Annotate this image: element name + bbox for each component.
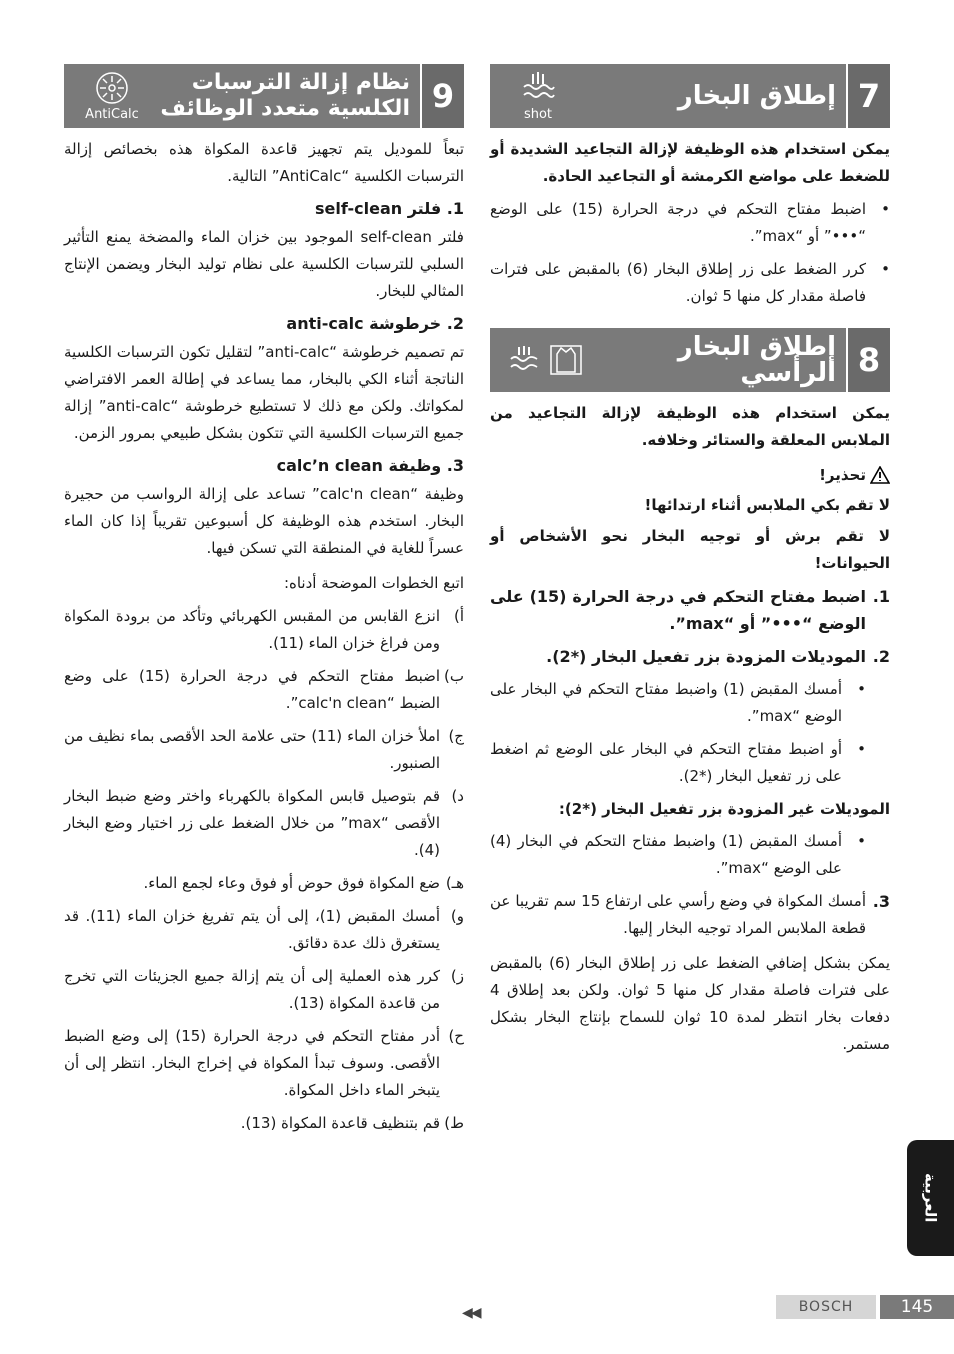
sub-heading-calc-clean: 3. وظيفة calc’n clean	[276, 456, 464, 475]
list-item	[64, 663, 464, 717]
list-item	[490, 256, 890, 310]
language-tab	[907, 1140, 954, 1256]
section-8-number: 8	[846, 328, 890, 392]
list-text: قم بتوصيل قابس المكواة بالكهرباء واختر وضع ضبط البخار الأقصى “max” من خلال الضغط على زر اختيار وضع البخار (4).	[64, 787, 440, 859]
warning-line-1: لا تقم بكي الملابس أثناء ارتدائها!	[644, 496, 890, 514]
list-marker: 1.	[872, 587, 890, 606]
anticalc-icon	[64, 64, 160, 128]
list-marker: هـ)	[445, 874, 464, 892]
steps-intro: اتبع الخطوات الموضحة أدناه:	[283, 574, 464, 592]
section-9-title-line2: الكلسية متعدد الوظائف	[160, 96, 410, 121]
section-7-8	[490, 64, 890, 1058]
list-marker: ز)	[450, 967, 464, 985]
list-item	[64, 903, 464, 957]
list-item	[64, 783, 464, 864]
section-9-header	[64, 64, 464, 128]
anticalc-caption: AntiCalc	[85, 106, 139, 122]
list-marker: ح)	[448, 1027, 464, 1045]
bullet: •	[881, 200, 890, 218]
bullet: •	[857, 832, 866, 850]
list-marker: 2.	[872, 647, 890, 666]
section-9-number: 9	[420, 64, 464, 128]
section-9-title-line1: نظام إزالة الترسبات	[191, 70, 410, 95]
sub-heading-anti-calc: 2. خرطوشة anti-calc	[286, 314, 464, 333]
list-item	[490, 583, 890, 637]
list-text: أو اضبط مفتاح التحكم في البخار على الوضع ثم اضغط على زر تفعيل البخار (*2).	[490, 740, 842, 785]
section-7-title: إطلاق البخار	[677, 81, 836, 111]
anti-calc-text: تم تصميم خرطوشة “anti-calc” لتقليل تكون الترسبات الكلسية الناتجة أثناء الكي بالبخار، مما يساعد في إطالة العمر الافتراضي لمكواتك. ولكن مع ذلك لا تستطيع خرطوشة “anti-calc” إزالة جميع الترسبات الكلسية التي تتكون بشكل طبيعي بمرور الزمن.	[64, 343, 464, 442]
list-item	[64, 1023, 464, 1104]
list-marker: 3.	[872, 892, 890, 911]
section-9	[64, 64, 464, 1137]
list-text: انزع القابس من المقبس الكهربائي وتأكد من برودة المكواة ومن فراغ خزان الماء (11).	[64, 607, 440, 652]
section-9-title	[160, 64, 420, 128]
list-text: قم بتنظيف قاعدة المكواة (13).	[240, 1114, 440, 1132]
section-7-intro: يمكن استخدام هذه الوظيفة لإزالة التجاعيد الشديدة أو للضغط على مواضع الكرمشة أو التجاعيد الحادة.	[490, 140, 890, 185]
bullet: •	[857, 740, 866, 758]
vertical-steam-icon	[490, 328, 600, 392]
section-7-number: 7	[846, 64, 890, 128]
section-8-outro: يمكن بشكل إضافي الضغط على زر إطلاق البخار (6) بالمقبض على فترات فاصلة مقدار كل منها 5 ثوان. ولكن بعد إطلاق 4 دفعات بخار انتظر لمدة 10 ثوان للسماح بإنتاج البخار بشكل مستمر.	[490, 954, 890, 1053]
section-8-title: إطلاق البخار الرأسي	[677, 332, 836, 388]
sub-heading-self-clean: 1. فلتر self-clean	[314, 199, 464, 218]
shot-caption: shot	[523, 106, 553, 122]
bullet: •	[857, 680, 866, 698]
warning-title: تحذير!	[819, 466, 866, 484]
brand-label: BOSCH	[776, 1295, 876, 1319]
calc-clean-text: وظيفة “calc'n clean” تساعد على إزالة الرواسب من حجيرة البخار. استخدم هذه الوظيفة كل أسبوعين تقريباً إذا كان الماء عسراً للغاية في المنطقة التي تسكن فيها.	[64, 485, 465, 557]
list-text: أمسك المقبض (1) واضبط مفتاح التحكم في البخار (4) على الوضع “max”.	[490, 832, 842, 877]
list-text: اضبط مفتاح التحكم في درجة الحرارة (15) على وضع الضبط “calc'n clean”.	[64, 667, 440, 712]
list-item	[64, 723, 464, 777]
list-text: أمسك المكواة في وضع رأسي على ارتفاع 15 سم تقريبا عن قطعة الملابس المراد توجيه البخار إليها.	[490, 892, 866, 937]
list-marker: ج)	[448, 727, 464, 745]
list-item	[64, 1110, 464, 1137]
list-item	[490, 643, 890, 670]
list-text: أدر مفتاح التحكم في درجة الحرارة (15) إلى وضع الضبط الأقصى. وسوف تبدأ المكواة في إخراج البخار. انتظر إلى أن يتبخر الماء داخل المكواة.	[64, 1027, 440, 1099]
section-9-intro: تبعاً للموديل يتم تجهيز قاعدة المكواة هذه بخصائص إزالة الترسبات الكلسية “AntiCalc” التالية.	[64, 140, 464, 185]
list-text: أمسك المقبض (1) واضبط مفتاح التحكم في البخار على الوضع “max”.	[490, 680, 843, 725]
warning-line-2: لا تقم برش أو توجيه البخار نحو الأشخاص أو الحيوانات!	[490, 527, 890, 572]
list-marker: د)	[451, 787, 464, 805]
list-item	[64, 963, 464, 1017]
list-marker: و)	[450, 907, 464, 925]
nav-arrows-icon: ◀◀	[462, 1305, 480, 1321]
list-text: اضبط مفتاح التحكم في درجة الحرارة (15) على الوضع “•••” أو “max”.	[490, 200, 867, 245]
language-tab-label: العربية	[921, 1173, 940, 1223]
warning-icon	[870, 466, 890, 484]
list-item	[490, 828, 890, 882]
page-number: 145	[880, 1295, 954, 1319]
list-item	[490, 888, 890, 942]
section-8-intro: يمكن استخدام هذه الوظيفة لإزالة التجاعيد من الملابس المعلقة والستائر وخلافه.	[490, 404, 890, 449]
steam-shot-icon	[490, 64, 586, 128]
list-marker: أ)	[453, 607, 464, 625]
list-item	[64, 870, 464, 897]
bullet: •	[881, 260, 890, 278]
list-item	[64, 603, 464, 657]
list-item	[490, 736, 890, 790]
list-item	[490, 676, 890, 730]
list-text: كرر الضغط على زر إطلاق البخار (6) بالمقبض على فترات فاصلة مقدار كل منها 5 ثوان.	[490, 260, 866, 305]
list-text: الموديلات المزودة بزر تفعيل البخار (*2).	[546, 647, 866, 666]
calc-clean-steps	[64, 603, 464, 1137]
warning-heading	[490, 462, 890, 488]
list-item	[490, 196, 890, 250]
list-text: املأ خزان الماء (11) حتى علامة الحد الأقصى بماء نظيف من الصنبور.	[64, 727, 440, 772]
list-marker: ب)	[444, 667, 464, 685]
list-text: كرر هذه العملية إلى أن يتم إزالة جميع الجزيئات التي تخرج من قاعدة المكواة (13).	[64, 967, 440, 1012]
list-text: ضع المكواة فوق حوض أو فوق وعاء لجمع الماء.	[143, 874, 440, 892]
list-text: أمسك المقبض (1)، إلى أن يتم تفريغ خزان الماء (11). قد يستغرق ذلك عدة دقائق.	[64, 907, 440, 952]
no-button-heading: الموديلات غير المزودة بزر تفعيل البخار (*2):	[558, 800, 890, 818]
section-7-header	[490, 64, 890, 128]
list-text: اضبط مفتاح التحكم في درجة الحرارة (15) على الوضع “•••” أو “max”.	[490, 587, 866, 633]
section-8-header	[490, 328, 890, 392]
list-marker: ط)	[444, 1114, 464, 1132]
self-clean-text: فلتر self-clean الموجود بين خزان الماء والمضخة يمنع التأثير السلبي للترسبات الكلسية على نظام توليد البخار ويضمن الإنتاج المثالي للبخار.	[64, 228, 464, 300]
